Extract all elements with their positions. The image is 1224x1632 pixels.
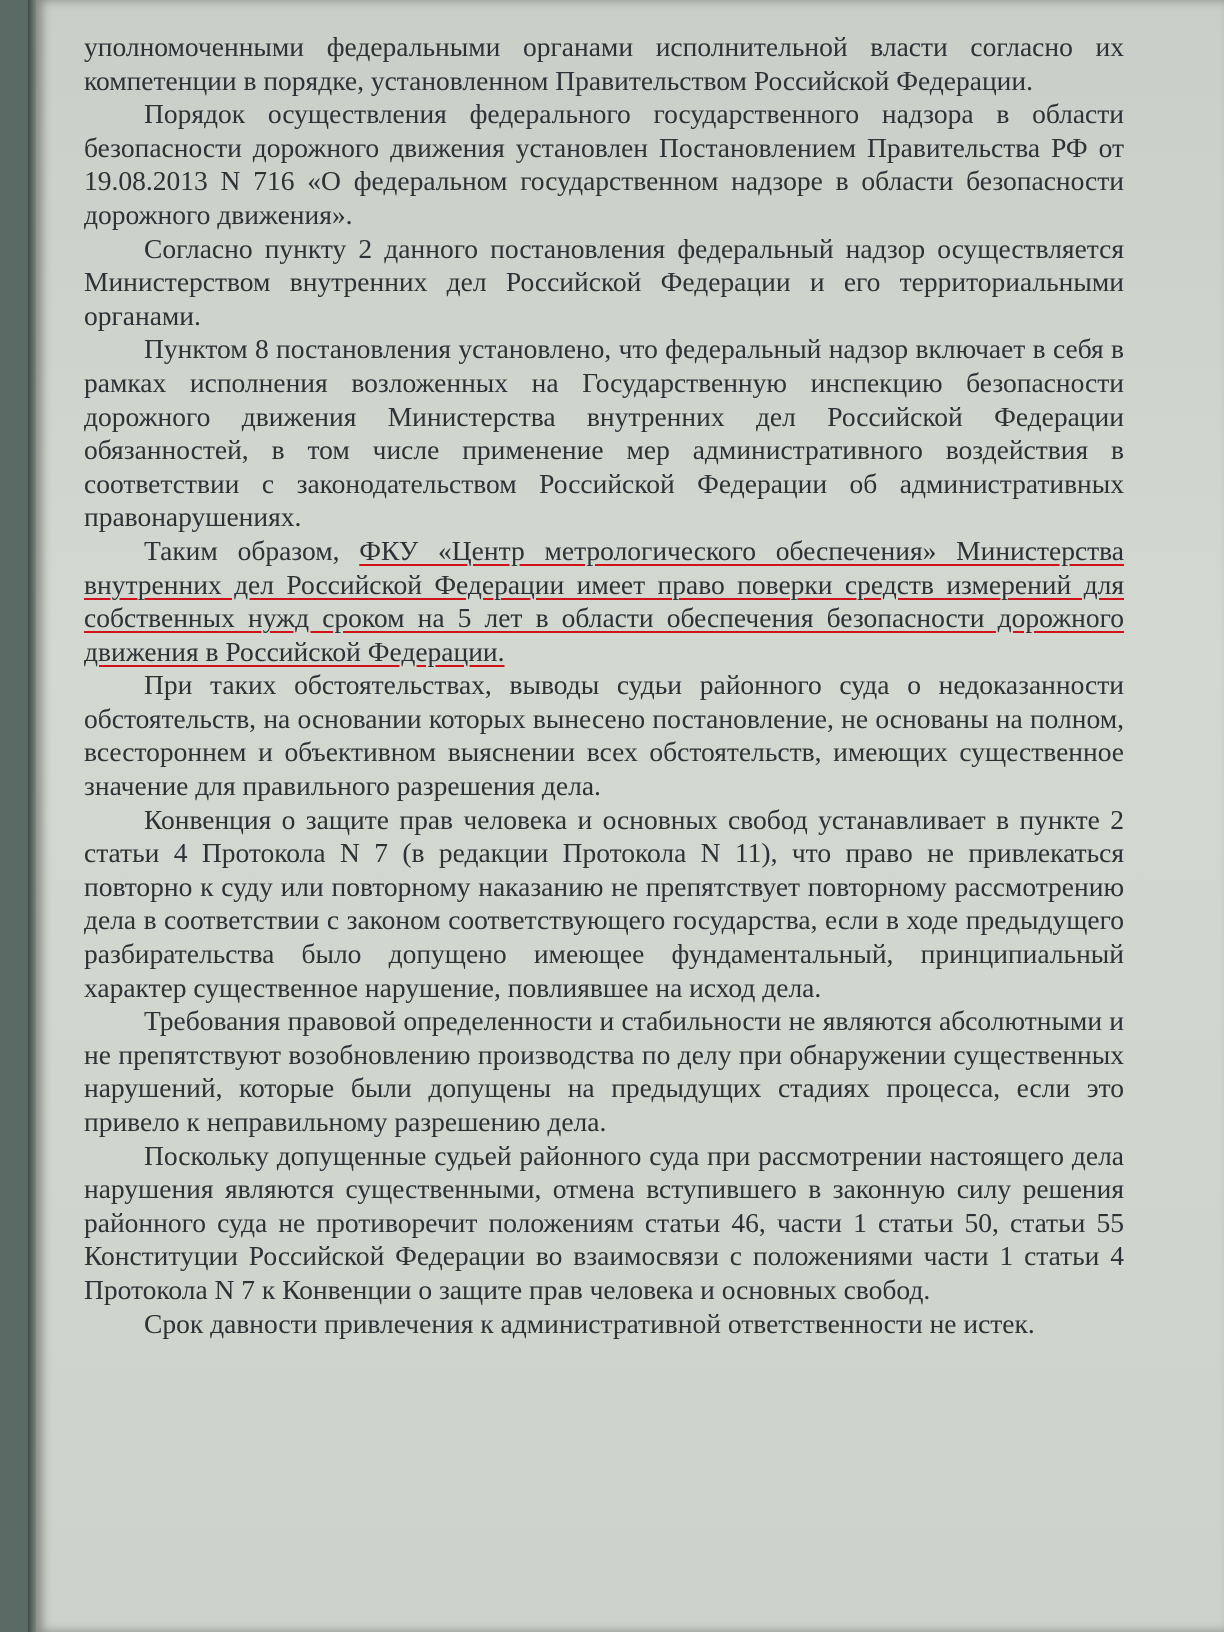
paragraph-8: Требования правовой определенности и стабильности не являются абсолютными и не препятствуют возобновлению производства по делу при обнаружении существенных нарушений, которые были допущены на предыдущих стадиях процесса, если это привело к неправильному разрешению дела.: [84, 1005, 1124, 1137]
paragraph-6: При таких обстоятельствах, выводы судьи районного суда о недоказанности обстоятельств, на основании которых вынесено постановление, не основаны на полном, всестороннем и объективном выяснении всех обстоятельств, имеющих существенное значение для правильного разрешения дела.: [84, 669, 1124, 802]
highlighted-passage: ФКУ «Центр метрологического обеспечения» Министерства внутренних дел Российской Федерации имеет право поверки средств измерений для собственных нужд сроком на 5 лет в области обеспечения безопасности дорожного движения в Российской Федерации.: [84, 534, 1125, 667]
paragraph-3: Согласно пункту 2 данного постановления федеральный надзор осуществляется Министерством внутренних дел Российской Федерации и его территориальными органами.: [84, 232, 1124, 331]
paragraph-7: Конвенция о защите прав человека и основных свобод устанавливает в пункте 2 статьи 4 Протокола N 7 (в редакции Протокола N 11), что право не привлекаться повторно к суду или повторному наказанию не препятствует повторному рассмотрению дела в соответствии с законом соответствующего государства, если в ходе предыдущего разбирательства было допущено имеющее фундаментальный, принципиальный характер существенное нарушение, повлиявшее на исход дела.: [84, 803, 1124, 1003]
paragraph-10: Срок давности привлечения к административной ответственности не истек.: [144, 1307, 1035, 1339]
document-body: [84, 30, 1124, 1340]
paragraph-9: Поскольку допущенные судьей районного суда при рассмотрении настоящего дела нарушения являются существенными, отмена вступившего в законную силу решения районного суда не противоречит положениям статьи 46, части 1 статьи 50, статьи 55 Конституции Российской Федерации во взаимосвязи с положениями части 1 статьи 4 Протокола N 7 к Конвенции о защите прав человека и основных свобод.: [84, 1139, 1124, 1305]
paragraph-2: Порядок осуществления федерального государственного надзора в области безопасности дорожного движения установлен Постановлением Правительства РФ от 19.08.2013 N 716 «О федеральном государственном надзоре в области безопасности дорожного движения».: [84, 98, 1124, 230]
paragraph-4: Пунктом 8 постановления установлено, что федеральный надзор включает в себя в рамках исполнения возложенных на Государственную инспекцию безопасности дорожного движения Министерства внутренних дел Российской Федерации обязанностей, в том числе применение мер административного воздействия в соответствии с законодательством Российской Федерации об административных правонарушениях.: [84, 333, 1124, 533]
paragraph-5-lead: Таким образом,: [144, 534, 360, 566]
document-page: [36, 0, 1224, 1632]
paragraph-1: уполномоченными федеральными органами исполнительной власти согласно их компетенции в порядке, установленном Правительством Российской Федерации.: [84, 31, 1124, 96]
paragraph-5: [84, 534, 1124, 668]
